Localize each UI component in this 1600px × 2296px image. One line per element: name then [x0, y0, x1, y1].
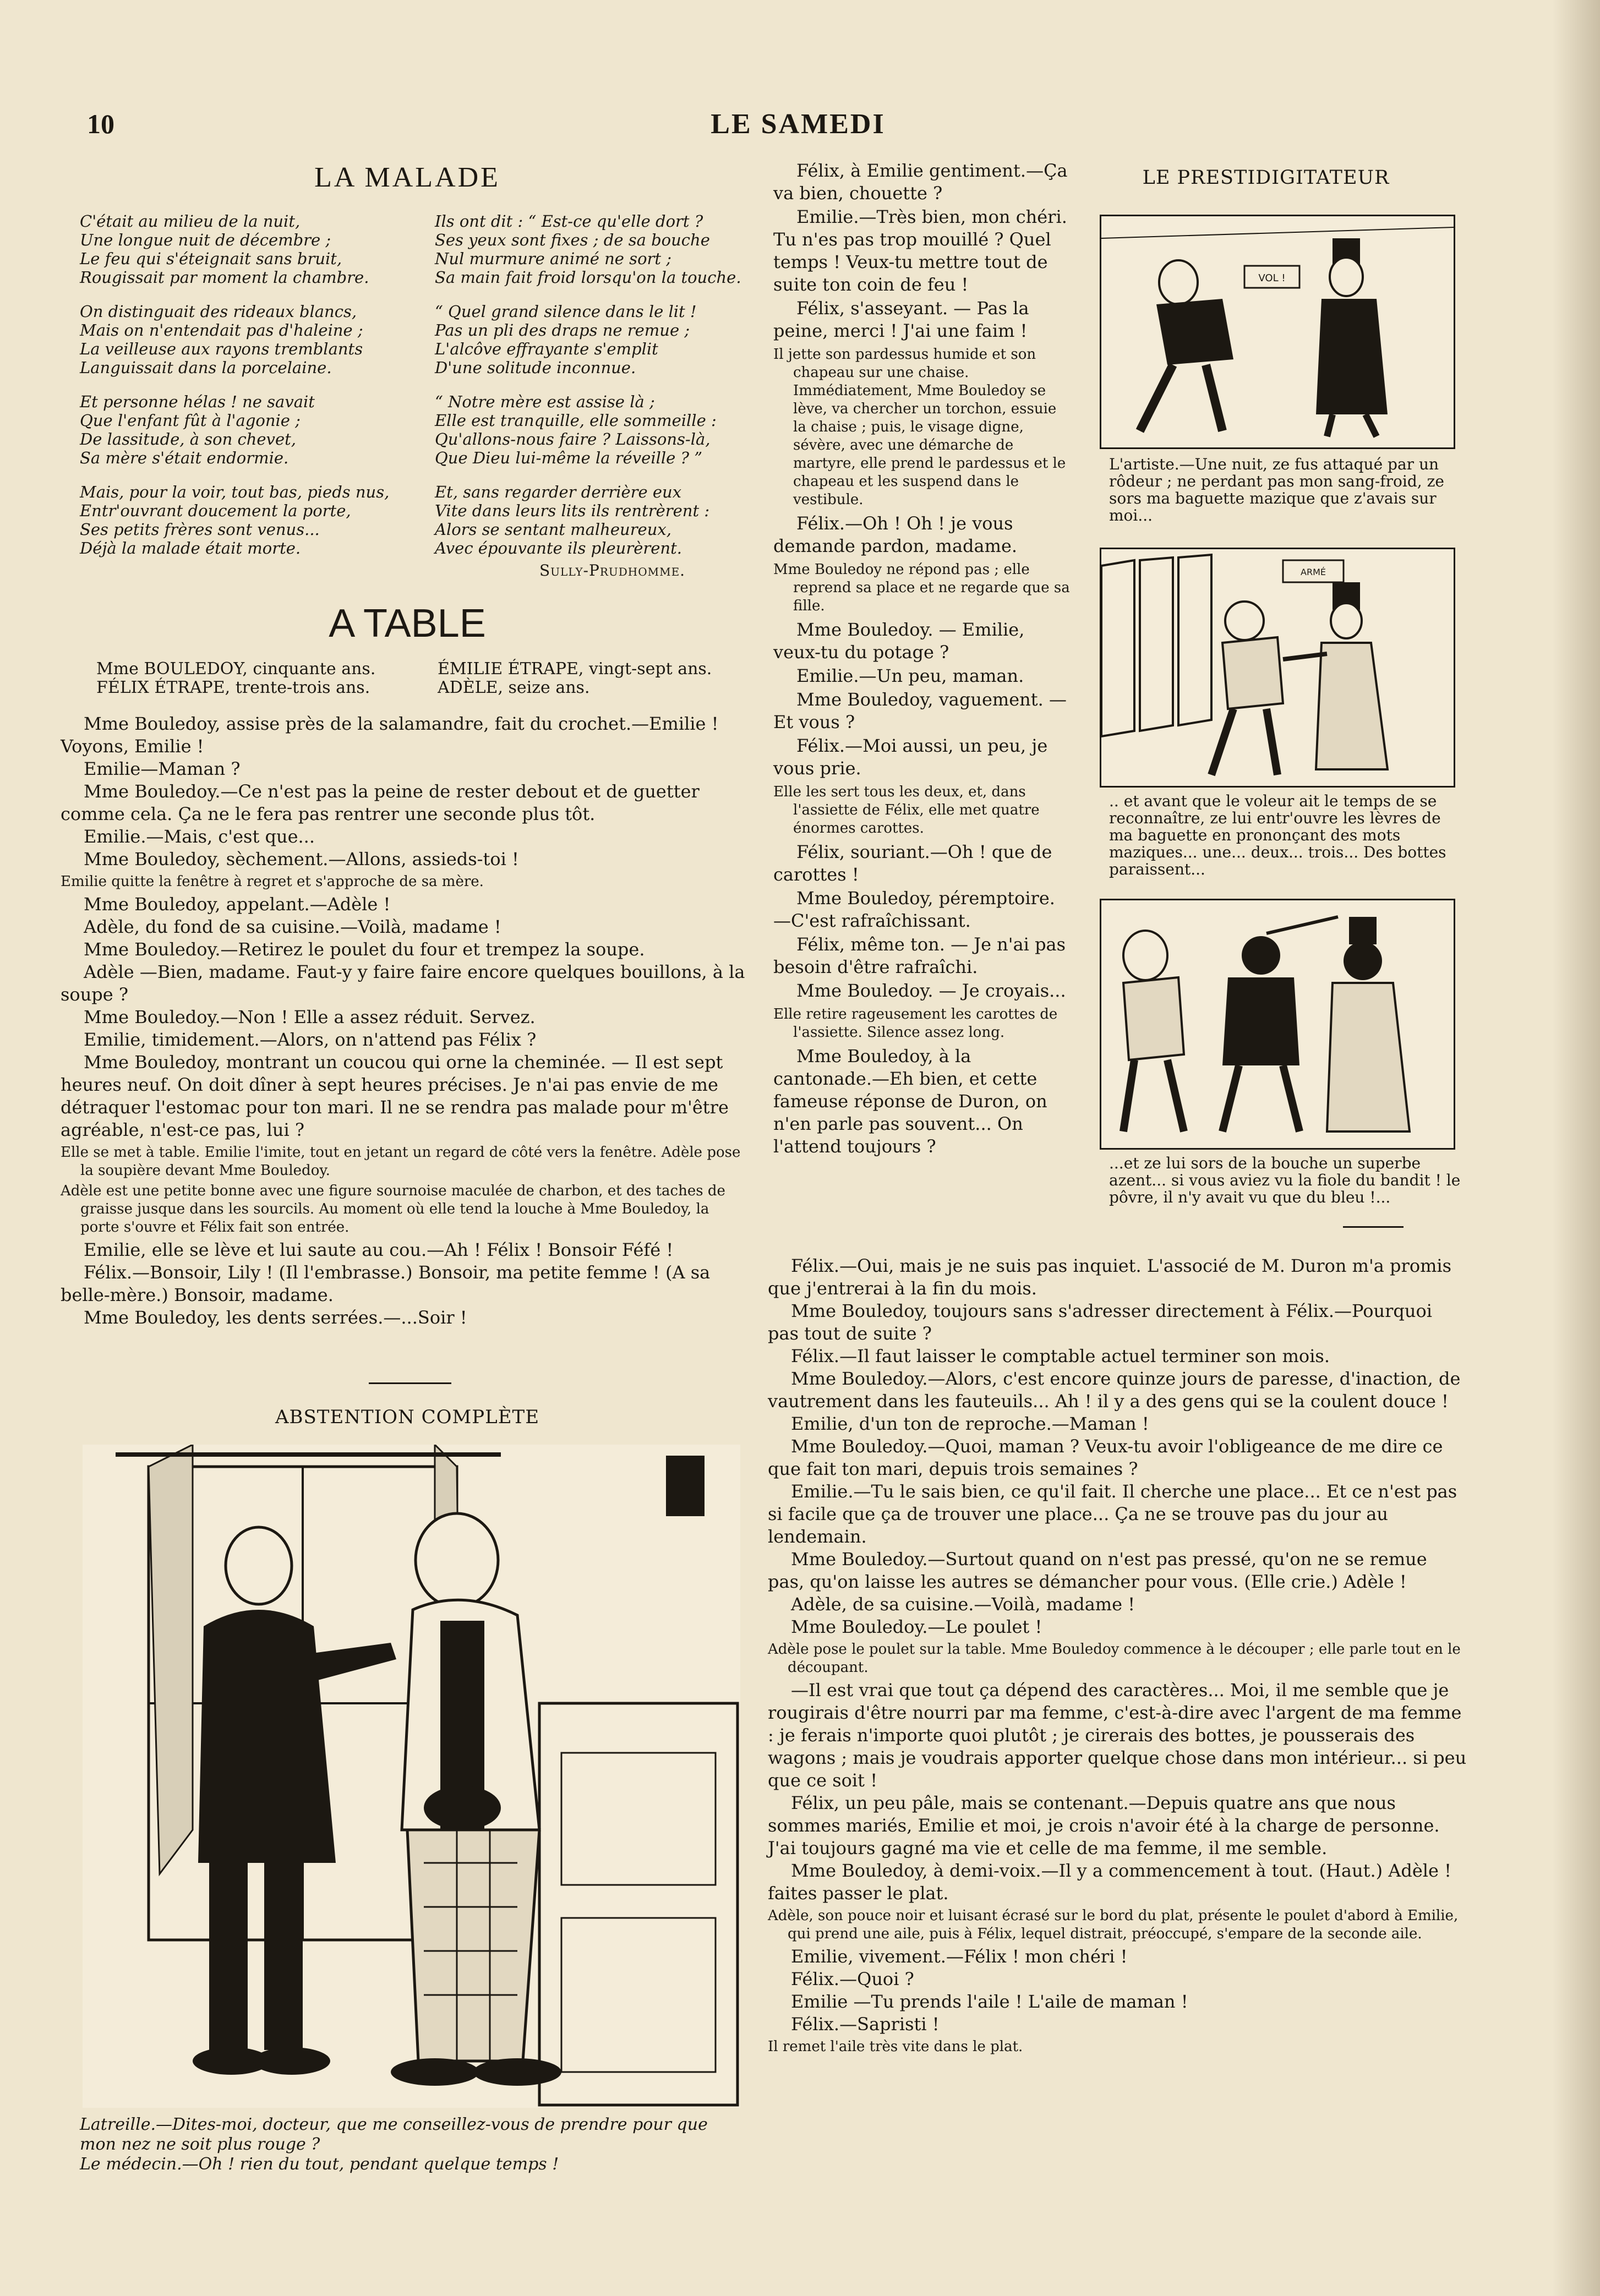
- dialogue-line: Emilie.—Très bien, mon chéri. Tu n'es pas trop mouillé ? Quel temps ! Veux-tu mettre tout de suite ton coin de feu !: [773, 206, 1067, 295]
- dialogue-line: Mme Bouledoy, montrant un coucou qui orne la cheminée. — Il est sept heures neuf. On doit dîner à sept heures précises. Je n'ai pas envie de me détraquer l'estomac pour ton mari. Il ne se rendra pas malade pour m'être agréable, n'est-ce pas, lui ?: [61, 1052, 729, 1140]
- cartoon-title: LE PRESTIDIGITATEUR: [1142, 167, 1390, 189]
- caption-line: Latreille.—Dites-moi, docteur, que me conseillez-vous de prendre pour que mon nez ne soit plus rouge ?: [80, 2115, 708, 2154]
- poem-line: Ses yeux sont fixes ; de sa bouche: [435, 231, 710, 249]
- poem-line: Que l'enfant fût à l'agonie ;: [80, 411, 301, 430]
- dialogue-line: Félix.—Sapristi !: [791, 2014, 940, 2035]
- dialogue-line: Félix.—Il faut laisser le comptable actuel terminer son mois.: [791, 1346, 1330, 1366]
- dialogue-line: Adèle —Bien, madame. Faut-y y faire faire encore quelques bouillons, à la soupe ?: [61, 961, 745, 1005]
- caption-line: Le médecin.—Oh ! rien du tout, pendant quelque temps !: [80, 2155, 559, 2174]
- dialogue-wide-column: [768, 1255, 1467, 2058]
- poem-line: Sa main fait froid lorsqu'on la touche.: [435, 268, 741, 287]
- poem-line: Vite dans leurs lits ils rentrèrent :: [435, 501, 710, 520]
- dialogue-line: Emilie, timidement.—Alors, on n'attend pas Félix ?: [84, 1029, 537, 1050]
- poem-line: Ses petits frères sont venus...: [80, 520, 320, 539]
- stage-direction: Emilie quitte la fenêtre à regret et s'approche de sa mère.: [61, 873, 484, 890]
- poem-line: Avec épouvante ils pleurèrent.: [435, 539, 682, 557]
- poem-line: Mais, pour la voir, tout bas, pieds nus,: [80, 483, 390, 501]
- stage-direction: Adèle pose le poulet sur la table. Mme Bouledoy commence à le découper ; elle parle tout en le découpant.: [768, 1641, 1461, 1676]
- dialogue-line: Mme Bouledoy, les dents serrées.—...Soir !: [84, 1307, 467, 1328]
- poem-title: LA MALADE: [314, 162, 500, 193]
- cast-member: Mme BOULEDOY, cinquante ans.: [96, 659, 376, 679]
- poem-line: “ Notre mère est assise là ;: [435, 392, 655, 411]
- stage-direction: Il jette son pardessus humide et son chapeau sur une chaise. Immédiatement, Mme Bouledoy se lève, va chercher un torchon, essuie la chaise ; puis, le visage digne, sévère, avec une démarche de martyre, elle prend le pardessus et le chapeau et les suspend dans le vestibule.: [773, 346, 1066, 508]
- panel-2-caption: .. et avant que le voleur ait le temps de se reconnaître, ze lui entr'ouvre les lèvres de ma baguette en prononçant des mots maziques... une... deux... trois... Des bottes paraissent...: [1109, 792, 1446, 878]
- dialogue-line: Emilie —Tu prends l'aile ! L'aile de maman !: [791, 1991, 1188, 2012]
- dialogue-line: Mme Bouledoy.—Le poulet !: [791, 1616, 1042, 1637]
- poem-column-right: [435, 212, 754, 573]
- poem-stanza: [80, 483, 410, 557]
- dialogue-line: Félix, souriant.—Oh ! que de carottes !: [773, 841, 1052, 885]
- dialogue-line: Emilie, elle se lève et lui saute au cou.—Ah ! Félix ! Bonsoir Féfé !: [84, 1239, 674, 1260]
- dialogue-line: Emilie—Maman ?: [84, 758, 241, 779]
- dialogue-line: Emilie.—Mais, c'est que...: [84, 826, 315, 847]
- dialogue-line: Emilie, d'un ton de reproche.—Maman !: [791, 1413, 1149, 1434]
- poem-line: De lassitude, à son chevet,: [80, 430, 296, 449]
- panel-1-caption: L'artiste.—Une nuit, ze fus attaqué par un rôdeur ; ne perdant pas mon sang-froid, ze sors ma baguette mazique que z'avais sur moi...: [1109, 455, 1444, 524]
- poem-line: L'alcôve effrayante s'emplit: [435, 340, 658, 358]
- cartoon-panel-1: [1100, 215, 1455, 449]
- dialogue-line: Emilie.—Tu le sais bien, ce qu'il fait. Il cherche une place... Et ce n'est pas si facile que ça de trouver une place... Ça ne se trouve pas du jour au lendemain.: [768, 1481, 1457, 1547]
- poem-line: Une longue nuit de décembre ;: [80, 231, 331, 249]
- stage-direction: Adèle, son pouce noir et luisant écrasé sur le bord du plat, présente le poulet d'abord à Emilie, qui prend une aile, puis à Félix, lequel distrait, préoccupé, s'empare de la seconde aile.: [768, 1907, 1459, 1942]
- dialogue-line: Mme Bouledoy, à demi-voix.—Il y a commencement à tout. (Haut.) Adèle ! faites passer le plat.: [768, 1860, 1451, 1904]
- dialogue-left-column: [61, 713, 746, 1329]
- stage-direction: Mme Bouledoy ne répond pas ; elle reprend sa place et ne regarde que sa fille.: [773, 561, 1070, 614]
- dialogue-line: —Il est vrai que tout ça dépend des caractères... Moi, il me semble que je rougirais d'être nourri par ma femme, c'est-à-dire avec l'argent de ma femme : je ferais n'importe quoi plutôt ; je cirerais des bottes, je pousserais des wagons ; mais je voudrais apporter quelque chose dans mon intérieur... si peu que ce soit !: [768, 1680, 1467, 1791]
- cartoon-title: ABSTENTION COMPLÈTE: [275, 1406, 540, 1428]
- play-title: A TABLE: [329, 602, 486, 646]
- dialogue-line: Mme Bouledoy.—Ce n'est pas la peine de rester debout et de guetter comme cela. Ça ne le fera pas rentrer une seconde plus tôt.: [61, 781, 700, 824]
- dialogue-line: Félix, un peu pâle, mais se contenant.—Depuis quatre ans que nous sommes mariés, Emilie et moi, je crois n'avoir été à la charge de personne. J'ai toujours gagné ma vie et celle de ma femme, il me semble.: [768, 1792, 1440, 1858]
- poem-line: Pas un pli des draps ne remue ;: [435, 321, 690, 340]
- poem-stanza: [435, 302, 754, 377]
- poem-line: Rougissait par moment la chambre.: [80, 268, 369, 287]
- dialogue-line: Félix.—Quoi ?: [791, 1969, 914, 1989]
- poem-stanza: [80, 392, 410, 467]
- poem-stanza: [80, 212, 410, 287]
- poem-line: Le feu qui s'éteignait sans bruit,: [80, 249, 342, 268]
- poem-line: Nul murmure animé ne sort ;: [435, 249, 672, 268]
- stage-direction: Elle retire rageusement les carottes de l'assiette. Silence assez long.: [773, 1006, 1058, 1041]
- panel-sign: ARMÉ: [1301, 567, 1326, 577]
- poem-line: La veilleuse aux rayons tremblants: [80, 340, 363, 358]
- dialogue-line: Mme Bouledoy.—Retirez le poulet du four et trempez la soupe.: [84, 939, 645, 960]
- dialogue-line: Mme Bouledoy, toujours sans s'adresser directement à Félix.—Pourquoi pas tout de suite ?: [768, 1300, 1433, 1344]
- dialogue-line: Mme Bouledoy, assise près de la salamandre, fait du crochet.—Emilie ! Voyons, Emilie !: [61, 713, 719, 757]
- dialogue-line: Félix.—Bonsoir, Lily ! (Il l'embrasse.) Bonsoir, ma petite femme ! (A sa belle-mère.) Bonsoir, madame.: [61, 1262, 711, 1305]
- poem-line: Et personne hélas ! ne savait: [80, 392, 315, 411]
- poem-line: On distinguait des rideaux blancs,: [80, 302, 357, 321]
- dialogue-middle-column: [773, 160, 1073, 1159]
- page-number: 10: [87, 108, 114, 139]
- poem-line: Ils ont dit : “ Est-ce qu'elle dort ?: [435, 212, 703, 231]
- dialogue-line: Mme Bouledoy, vaguement. —Et vous ?: [773, 689, 1067, 732]
- journal-title: LE SAMEDI: [711, 108, 886, 140]
- poem-column-left: [80, 212, 410, 573]
- poem-line: D'une solitude inconnue.: [435, 358, 636, 377]
- panel-1-drawing: [1101, 216, 1454, 447]
- section-divider: [1343, 1226, 1404, 1228]
- dialogue-line: Emilie, vivement.—Félix ! mon chéri !: [791, 1946, 1128, 1967]
- stage-direction: Il remet l'aile très vite dans le plat.: [768, 2038, 1023, 2055]
- cartoon-doctor-drawing: [83, 1445, 740, 2108]
- poem-line: Entr'ouvrant doucement la porte,: [80, 501, 351, 520]
- cartoon-panel-2: [1100, 548, 1455, 788]
- dialogue-line: Félix.—Oui, mais je ne suis pas inquiet. L'associé de M. Duron m'a promis que j'entrerai à la fin du mois.: [768, 1255, 1452, 1299]
- dialogue-line: Mme Bouledoy, sèchement.—Allons, assieds-toi !: [84, 849, 519, 870]
- poem-author: Sully-Prudhomme.: [539, 561, 686, 580]
- dialogue-line: Mme Bouledoy. — Emilie, veux-tu du potage ?: [773, 619, 1025, 663]
- dialogue-line: Mme Bouledoy.—Alors, c'est encore quinze jours de paresse, d'inaction, de vautrement dans les fauteuils... Ah ! il y a des gens qui se la coulent douce !: [768, 1368, 1461, 1412]
- poem-line: Déjà la malade était morte.: [80, 539, 301, 557]
- poem-line: C'était au milieu de la nuit,: [80, 212, 301, 231]
- dialogue-line: Adèle, du fond de sa cuisine.—Voilà, madame !: [84, 916, 501, 937]
- cartoon-panel-3: [1100, 899, 1455, 1150]
- poem-stanza: [435, 212, 754, 287]
- dialogue-line: Félix, même ton. — Je n'ai pas besoin d'être rafraîchi.: [773, 934, 1066, 977]
- panel-2-drawing: [1101, 549, 1454, 786]
- poem-line: Que Dieu lui-même la réveille ? ”: [435, 449, 703, 467]
- poem-line: Elle est tranquille, elle sommeille :: [435, 411, 717, 430]
- dialogue-line: Mme Bouledoy. — Je croyais...: [796, 980, 1066, 1001]
- dialogue-line: Félix.—Moi aussi, un peu, je vous prie.: [773, 735, 1048, 779]
- cartoon-caption: [80, 2115, 740, 2174]
- poem-line: Languissait dans la porcelaine.: [80, 358, 332, 377]
- dialogue-line: Félix, à Emilie gentiment.—Ça va bien, chouette ?: [773, 160, 1068, 204]
- poem-stanza: [435, 392, 754, 467]
- dialogue-line: Mme Bouledoy, appelant.—Adèle !: [84, 894, 391, 915]
- panel-3-drawing: [1101, 900, 1454, 1148]
- cast-member: ÉMILIE ÉTRAPE, vingt-sept ans.: [438, 659, 712, 679]
- poem-line: Sa mère s'était endormie.: [80, 449, 289, 467]
- cartoon-doctor-illustration: [83, 1445, 740, 2108]
- dialogue-line: Mme Bouledoy, à la cantonade.—Eh bien, et cette fameuse réponse de Duron, on n'en parle pas souvent... On l'attend toujours ?: [773, 1046, 1047, 1157]
- dialogue-line: Mme Bouledoy.—Non ! Elle a assez réduit. Servez.: [84, 1007, 536, 1027]
- stage-direction: Elle les sert tous les deux, et, dans l'assiette de Félix, elle met quatre énormes carottes.: [773, 784, 1040, 837]
- poem-line: Qu'allons-nous faire ? Laissons-là,: [435, 430, 711, 449]
- cast-member: ADÈLE, seize ans.: [438, 678, 590, 697]
- dialogue-line: Mme Bouledoy.—Quoi, maman ? Veux-tu avoir l'obligeance de me dire ce que fait ton mari, depuis trois semaines ?: [768, 1436, 1443, 1479]
- poem-stanza: [80, 302, 410, 377]
- panel-sign: VOL !: [1258, 272, 1286, 284]
- dialogue-line: Mme Bouledoy, péremptoire. —C'est rafraîchissant.: [773, 888, 1055, 931]
- cast-member: FÉLIX ÉTRAPE, trente-trois ans.: [96, 678, 370, 697]
- page-edge-shadow: [1552, 0, 1600, 2296]
- dialogue-line: Félix, s'asseyant. — Pas la peine, merci ! J'ai une faim !: [773, 298, 1029, 341]
- panel-3-caption: ...et ze lui sors de la bouche un superbe azent... si vous aviez vu la fiole du bandit ! le pôvre, il n'y avait vu que du bleu !...: [1109, 1154, 1461, 1206]
- stage-direction: Adèle est une petite bonne avec une figure sournoise maculée de charbon, et des taches de graisse jusque dans les sourcils. Au moment où elle tend la louche à Mme Bouledoy, la porte s'ouvre et Félix fait son entrée.: [61, 1183, 725, 1236]
- dialogue-line: Emilie.—Un peu, maman.: [796, 665, 1024, 686]
- poem-line: Mais on n'entendait pas d'haleine ;: [80, 321, 363, 340]
- dialogue-line: Adèle, de sa cuisine.—Voilà, madame !: [791, 1594, 1135, 1615]
- poem-stanza: [435, 483, 754, 557]
- dialogue-line: Félix.—Oh ! Oh ! je vous demande pardon, madame.: [773, 513, 1018, 556]
- stage-direction: Elle se met à table. Emilie l'imite, tout en jetant un regard de côté vers la fenêtre. Adèle pose la soupière devant Mme Bouledoy.: [61, 1144, 741, 1179]
- section-divider: [369, 1382, 451, 1384]
- poem-line: “ Quel grand silence dans le lit !: [435, 302, 697, 321]
- dialogue-line: Mme Bouledoy.—Surtout quand on n'est pas pressé, qu'on ne se remue pas, qu'on laisse les autres se démancher pour vous. (Elle crie.) Adèle !: [768, 1549, 1427, 1592]
- poem-line: Alors se sentant malheureux,: [435, 520, 671, 539]
- poem-line: Et, sans regarder derrière eux: [435, 483, 682, 501]
